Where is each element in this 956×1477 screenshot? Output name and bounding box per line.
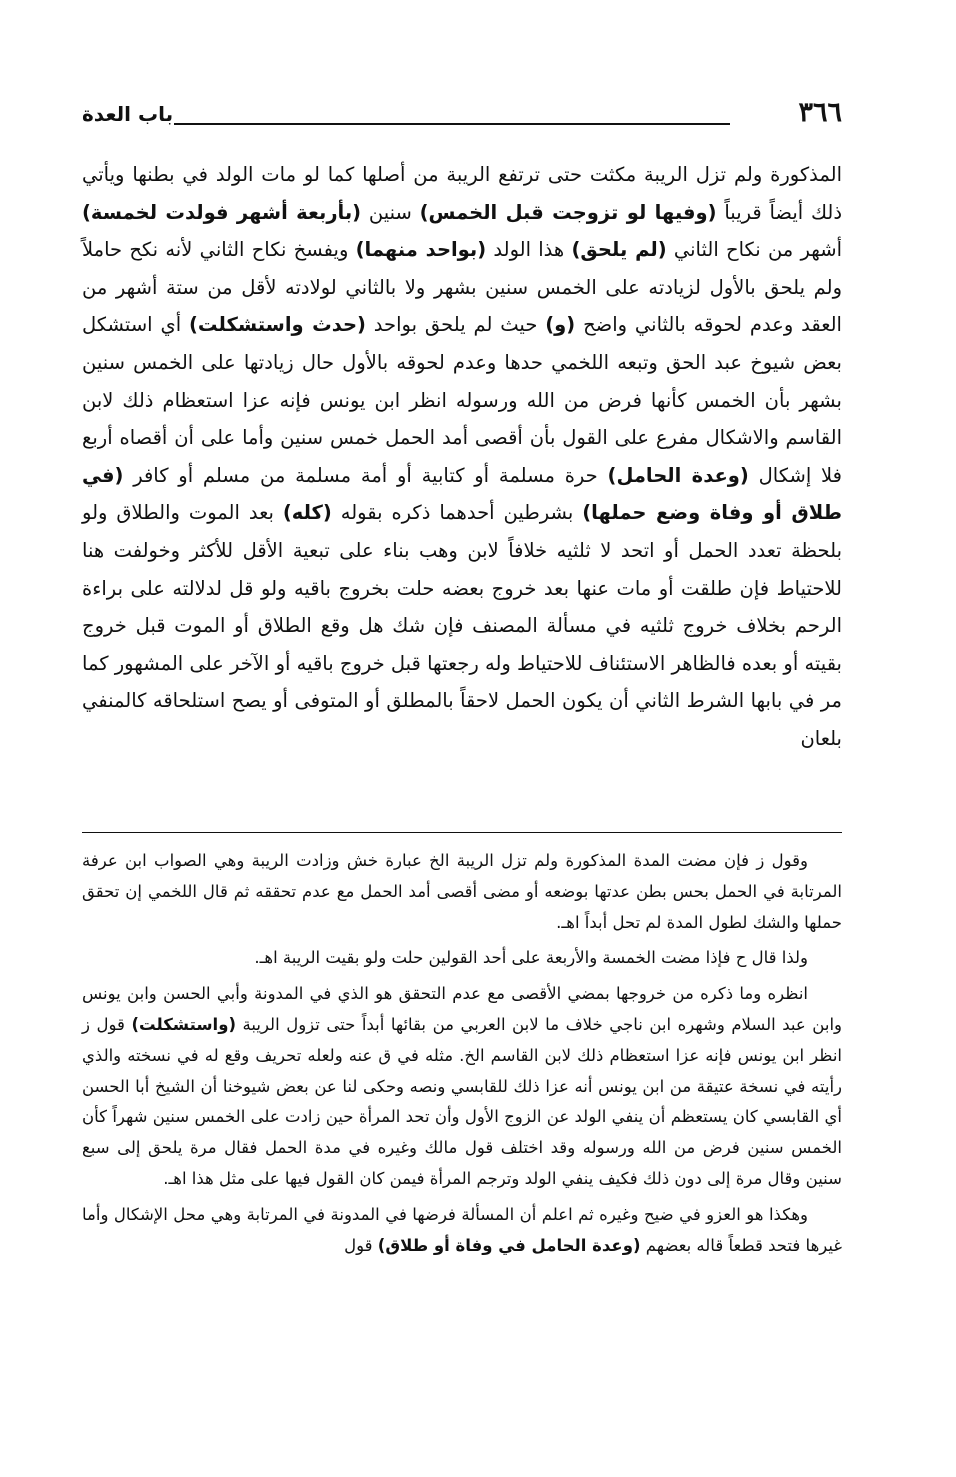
bold-quote: (بأربعة أشهر فولدت لخمسة) <box>82 200 362 224</box>
footnote-divider <box>82 832 842 833</box>
text-run: قول <box>344 1235 378 1255</box>
bold-quote: (بواحد منهما) <box>355 238 487 262</box>
page-header <box>82 96 842 136</box>
text-run: ويفسخ نكاح الثاني لأنه نكح حاملاً ولم يلحق بالأول لزيادته على الخمس سنين بشهر ولا بالثاني لولادته لأقل من ستة أشهر من العقد وعدم لحوقه بالثاني واضح <box>82 238 842 337</box>
bold-quote: (و) <box>545 313 576 337</box>
main-paragraph <box>82 156 842 758</box>
text-run: بشرطين أحدهما ذكره بقوله <box>331 501 583 525</box>
text-run: أشهر من نكاح الثاني <box>666 238 842 262</box>
bold-quote: (لم يلحق) <box>571 238 667 262</box>
chapter-title: باب العدة <box>82 102 174 126</box>
text-run: حيث لم يلحق بواحد <box>365 313 546 337</box>
bold-quote: (واستشكلت) <box>131 1014 236 1034</box>
text-run: هذا الولد <box>486 238 572 262</box>
bold-quote: (وفيها لو تزوجت قبل الخمس) <box>419 200 717 224</box>
bold-quote: (حدث واستشكلت) <box>189 313 366 337</box>
bold-quote: (كله) <box>282 501 332 525</box>
footnote-paragraph: ولذا قال ح فإذا مضت الخمسة والأربعة على أحد القولين حلت ولو بقيت الريبة اهـ. <box>254 948 808 968</box>
text-run: قول ز انظر ابن يونس فإنه عزا استعظام ذلك لابن القاسم الخ. مثله في ق عنه ولعله تحريف وقع له في نسخته والذي رأيته في نسخة عتيقة من ابن يونس أنه عزا ذلك للقابسي ونصه وحكى لنا عن بعض شيوخنا أن الشيخ أبا الحسن أي القابسي كان يستعظم أن ينفي الولد عن الزوج الأول وأن تحد المرأة حين زادت على الخمس سنين شهراً كأن الخمس سنين فرض من الله ورسوله وقد اختلف قول مالك وغيره في مدة الحمل فقال مرة يلحق إلى سبع سنين وقال مرة إلى دون ذلك فكيف ينفي الولد وترجم المرأة فيمن كان القول فيها على مثل هذا اهـ. <box>82 1014 842 1188</box>
text-run: انظره وما ذكره من خروجها بمضي الأقصى مع عدم التحقق هو الذي في المدونة وأبي الحسن وابن يونس وابن عبد السلام وشهره ابن ناجي خلاف ما لابن العربي من بقائها أبداً حتى تزول الريبة <box>82 984 842 1034</box>
footnotes <box>82 846 842 1266</box>
footnote-paragraph <box>82 1200 842 1262</box>
text-run: أي استشكل بعض شيوخ عبد الحق وتبعه اللخمي حدها وعدم لحوقه بالأول حال زيادتها على الخمس سنين بشهر بأن الخمس كأنها فرض من الله ورسوله انظر ابن يونس فإنه عزا استعظام ذلك لابن القاسم والاشكال مفرع على القول بأن أقصى أمد الحمل خمس سنين وأما على أن أقصاه أربع فلا إشكال <box>82 313 842 487</box>
page-number: ٣٦٦ <box>798 97 842 128</box>
text-run: حرة مسلمة أو كتابية أو أمة مسلمة من مسلم أو كافر <box>123 463 608 487</box>
text-run: بعد الموت والطلاق ولو بلحظة تعدد الحمل أو اتحد لا ثلثيه خلافاً لابن وهب بناء على تبعية الأقل للأكثر وخولفت هنا للاحتياط فإن طلقت أو مات عنها بعد خروج بعضه حلت بخروج باقيه ولو قل لدلالته على براءة الرحم بخلاف خروج ثلثيه في مسألة المصنف فإن شك هل وقع الطلاق أو الموت قبل خروج بقيته أو بعده فالظاهر الاستئناف للاحتياط وله رجعتها قبل خروج باقيه أو الآخر على المشهور كما مر في بابها الشرط الثاني أن يكون الحمل لاحقاً بالمطلق أو المتوفى أو يصح استلحاقه كالمنفي بلعان <box>82 501 842 750</box>
footnote-paragraph <box>82 979 842 1195</box>
text-run: المذكورة ولم تزل الريبة مكثت حتى ترتفع الريبة من أصلها كما لو مات الولد في بطنها ويأتي ذلك أيضاً قريباً <box>82 163 843 224</box>
bold-quote: (في طلاق أو وفاة وضع حملها) <box>82 463 842 525</box>
header-rule <box>174 123 730 125</box>
text-run: سنين <box>361 200 420 224</box>
bold-quote: (وعدة الحامل في وفاة أو طلاق) <box>377 1235 641 1255</box>
footnote-paragraph: وقول ز فإن مضت المدة المذكورة ولم تزل الريبة الخ عبارة خش وزادت الريبة وهي الصواب ابن عرفة المرتابة في الحمل بحس بطن عدتها بوضعه أو مضى أقصى أمد الحمل مع عدم تحققه ثم قال اللخمي إن تحقق حملها والشك لطول المدة لم تحل أبداً اهـ. <box>82 851 842 932</box>
main-text <box>82 156 842 758</box>
bold-quote: (وعدة الحامل) <box>607 463 749 487</box>
text-run: وهكذا هو العزو في ضيح وغيره ثم اعلم أن المسألة فرضها في المدونة في المرتابة وهي محل الإشكال وأما غيرها فتحد قطعاً قاله بعضهم <box>82 1204 842 1255</box>
